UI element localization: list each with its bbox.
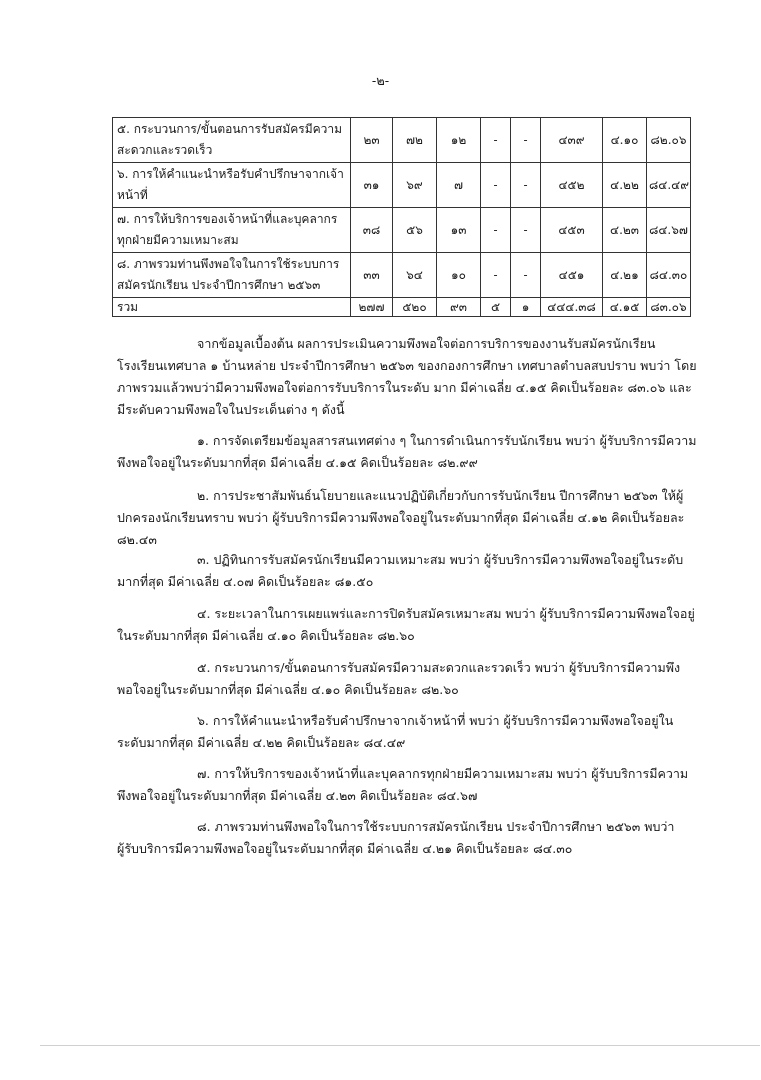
cell-level1: -	[511, 208, 541, 253]
finding-text: ๒. การประชาสัมพันธ์นโยบายและแนวปฏิบัติเกี่ยวกับการรับนักเรียน ปีการศึกษา ๒๕๖๓ ให้ผู้ปกครองนักเรียนทราบ พบว่า ผู้รับบริการมีความพึงพอใจอยู่ในระดับมากที่สุด มีค่าเฉลี่ย ๔.๑๒ คิดเป็นร้อยละ ๘๒.๔๓	[117, 488, 685, 547]
finding-item	[117, 549, 697, 593]
cell-sum: ๔๕๒	[541, 163, 603, 208]
total-level2: ๕	[481, 298, 511, 317]
cell-level2: -	[481, 208, 511, 253]
finding-item	[117, 657, 697, 701]
cell-level5: ๓๓	[351, 253, 393, 298]
cell-level5: ๒๓	[351, 118, 393, 163]
finding-text: ๑. การจัดเตรียมข้อมูลสารสนเทศต่าง ๆ ในการดำเนินการรับนักเรียน พบว่า ผู้รับบริการมีความพึงพอใจอยู่ในระดับมากที่สุด มีค่าเฉลี่ย ๔.๑๕ คิดเป็นร้อยละ ๘๒.๙๙	[117, 433, 697, 470]
page-edge-line	[40, 1045, 760, 1046]
cell-level2: -	[481, 118, 511, 163]
cell-level4: ๗๒	[393, 118, 437, 163]
cell-level1: -	[511, 163, 541, 208]
cell-mean: ๔.๑๐	[603, 118, 647, 163]
cell-level1: -	[511, 118, 541, 163]
cell-sum: ๔๓๙	[541, 118, 603, 163]
total-level5: ๒๗๗	[351, 298, 393, 317]
finding-item	[117, 763, 697, 807]
table-total-row	[113, 298, 691, 317]
finding-item	[117, 485, 697, 551]
row-item: ๕. กระบวนการ/ขั้นตอนการรับสมัครมีความสะดวกและรวดเร็ว	[113, 118, 351, 163]
total-level3: ๙๓	[437, 298, 481, 317]
cell-percent: ๘๔.๓๐	[647, 253, 691, 298]
cell-sum: ๔๕๓	[541, 208, 603, 253]
table-row	[113, 163, 691, 208]
intro-text: จากข้อมูลเบื้องต้น ผลการประเมินความพึงพอใจต่อการบริการของงานรับสมัครนักเรียน โรงเรียนเทศบาล ๑ บ้านหล่าย ประจำปีการศึกษา ๒๕๖๓ ของกองการศึกษา เทศบาลตำบลสบปราบ พบว่า โดยภาพรวมแล้วพบว่ามีความพึงพอใจต่อการรับบริการในระดับ มาก มีค่าเฉลี่ย ๔.๑๕ คิดเป็นร้อยละ ๘๓.๐๖ และมีระดับความพึงพอใจในประเด็นต่าง ๆ ดังนี้	[117, 336, 697, 417]
cell-level5: ๓๘	[351, 208, 393, 253]
row-item: ๘. ภาพรวมท่านพึงพอใจในการใช้ระบบการสมัครนักเรียน ประจำปีการศึกษา ๒๕๖๓	[113, 253, 351, 298]
cell-percent: ๘๒.๐๖	[647, 118, 691, 163]
cell-level3: ๑๓	[437, 208, 481, 253]
finding-text: ๔. ระยะเวลาในการเผยแพร่และการปิดรับสมัครเหมาะสม พบว่า ผู้รับบริการมีความพึงพอใจอยู่ในระดับมากที่สุด มีค่าเฉลี่ย ๔.๑๐ คิดเป็นร้อยละ ๘๒.๖๐	[117, 606, 695, 643]
finding-text: ๗. การให้บริการของเจ้าหน้าที่และบุคลากรทุกฝ่ายมีความเหมาะสม พบว่า ผู้รับบริการมีความพึงพอใจอยู่ในระดับมากที่สุด มีค่าเฉลี่ย ๔.๒๓ คิดเป็นร้อยละ ๘๔.๖๗	[117, 766, 689, 803]
table-row	[113, 253, 691, 298]
cell-level4: ๕๖	[393, 208, 437, 253]
total-sum: ๔๔๔.๓๘	[541, 298, 603, 317]
finding-item	[117, 603, 697, 647]
cell-sum: ๔๕๑	[541, 253, 603, 298]
cell-level2: -	[481, 253, 511, 298]
finding-item	[117, 816, 697, 860]
cell-level3: ๑๒	[437, 118, 481, 163]
page-number: -๒-	[371, 74, 390, 89]
total-mean: ๔.๑๕	[603, 298, 647, 317]
cell-mean: ๔.๒๓	[603, 208, 647, 253]
total-level1: ๑	[511, 298, 541, 317]
table-row	[113, 208, 691, 253]
row-item: ๗. การให้บริการของเจ้าหน้าที่และบุคลากรทุกฝ่ายมีความเหมาะสม	[113, 208, 351, 253]
total-level4: ๕๒๐	[393, 298, 437, 317]
cell-level4: ๖๙	[393, 163, 437, 208]
table-row	[113, 118, 691, 163]
cell-mean: ๔.๒๑	[603, 253, 647, 298]
total-percent: ๘๓.๐๖	[647, 298, 691, 317]
cell-level2: -	[481, 163, 511, 208]
cell-percent: ๘๔.๖๗	[647, 208, 691, 253]
satisfaction-table	[112, 117, 691, 317]
cell-level3: ๗	[437, 163, 481, 208]
cell-level1: -	[511, 253, 541, 298]
finding-text: ๘. ภาพรวมท่านพึงพอใจในการใช้ระบบการสมัครนักเรียน ประจำปีการศึกษา ๒๕๖๓ พบว่า ผู้รับบริการมีความพึงพอใจอยู่ในระดับมากที่สุด มีค่าเฉลี่ย ๔.๒๑ คิดเป็นร้อยละ ๘๔.๓๐	[117, 819, 675, 856]
finding-item	[117, 430, 697, 474]
cell-level4: ๖๔	[393, 253, 437, 298]
cell-percent: ๘๔.๔๙	[647, 163, 691, 208]
finding-text: ๓. ปฏิทินการรับสมัครนักเรียนมีความเหมาะสม พบว่า ผู้รับบริการมีความพึงพอใจอยู่ในระดับมากที่สุด มีค่าเฉลี่ย ๔.๐๗ คิดเป็นร้อยละ ๘๑.๕๐	[117, 552, 684, 589]
cell-level5: ๓๑	[351, 163, 393, 208]
cell-level3: ๑๐	[437, 253, 481, 298]
intro-paragraph	[117, 333, 697, 421]
finding-item	[117, 710, 697, 754]
finding-text: ๕. กระบวนการ/ขั้นตอนการรับสมัครมีความสะดวกและรวดเร็ว พบว่า ผู้รับบริการมีความพึงพอใจอยู่ในระดับมากที่สุด มีค่าเฉลี่ย ๔.๑๐ คิดเป็นร้อยละ ๘๒.๖๐	[117, 660, 681, 697]
total-label: รวม	[113, 298, 351, 317]
row-item: ๖. การให้คำแนะนำหรือรับคำปรึกษาจากเจ้าหน้าที่	[113, 163, 351, 208]
cell-mean: ๔.๒๒	[603, 163, 647, 208]
finding-text: ๖. การให้คำแนะนำหรือรับคำปรึกษาจากเจ้าหน้าที่ พบว่า ผู้รับบริการมีความพึงพอใจอยู่ในระดับมากที่สุด มีค่าเฉลี่ย ๔.๒๒ คิดเป็นร้อยละ ๘๔.๔๙	[117, 713, 674, 750]
